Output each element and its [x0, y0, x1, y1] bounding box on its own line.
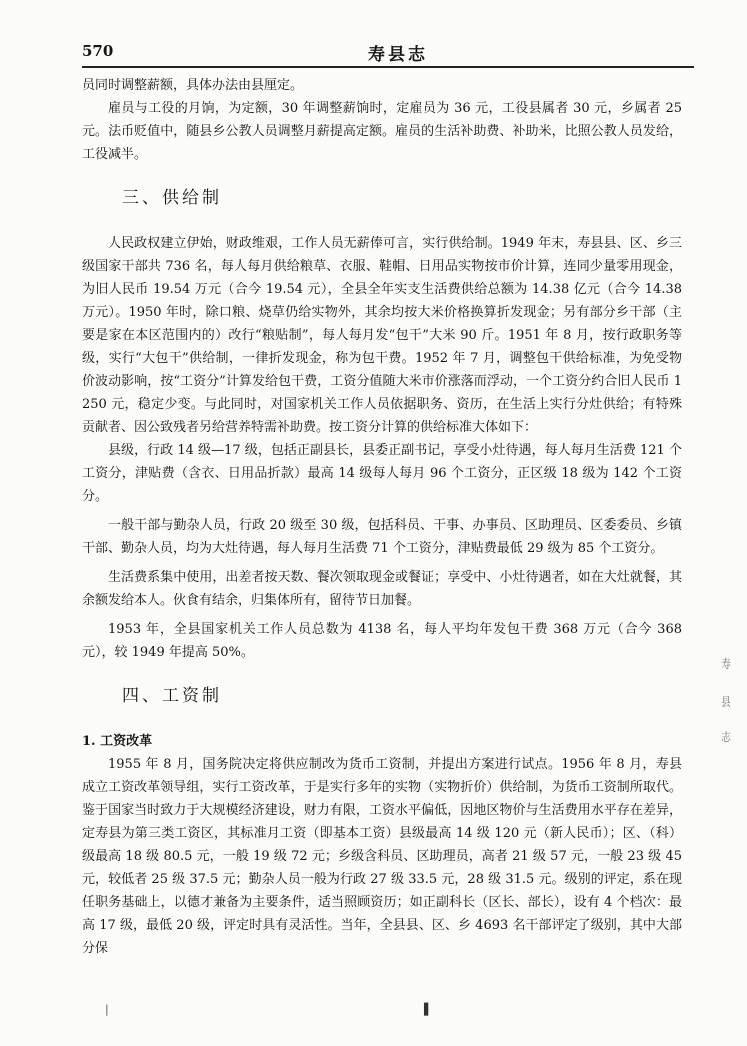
page-number: 570 [82, 42, 114, 60]
intro-paragraph-continued: 员同时调整薪额，具体办法由县厘定。 [82, 78, 304, 93]
margin-note: 寿 [721, 657, 731, 671]
page-body [82, 74, 682, 960]
page-header [82, 40, 692, 64]
header-rule [82, 66, 694, 68]
section4-paragraph: 1955 年 8 月，国务院决定将供应制改为货币工资制，并提出方案进行试点。1956 年 8 月，寿县成立工资改革领导组，实行工资改革，于是实行多年的实物（实物折价）供给制，为货币工资制所取代。鉴于国家当时致力于大规模经济建设，财力有限，工资水平偏低，因地区物价与生活费用水平存在差异，定寿县为第三类工资区，其标准月工资（即基本工资）县级最高 14 级 120 元（新人民币）；区、（科）级最高 18 级 80.5 元，一般 19 级 72 元；乡级含科员、区助理员，高者 21 级 57 元，一般 23 级 45 元，较低者 25 级 37.5 元；勤杂人员一般为行政 27 级 33.5 元，28 级 31.5 元。级别的评定，系在现任职务基础上，以德才兼备为主要条件，适当照顾资历；如正副科长（区长、部长），设有 4 个档次：最高 17 级，最低 20 级，评定时具有灵活性。当年，全县县、区、乡 4693 名干部评定了级别，其中大部分保 [82, 757, 682, 956]
margin-note: 志 [721, 730, 731, 744]
section-heading-supply-system: 三、供给制 [122, 188, 222, 208]
section3-paragraph: 生活费系集中使用，出差者按天数、餐次领取现金或餐证；享受中、小灶待遇者，如在大灶就餐，其余额发给本人。伙食有结余，归集体所有，留待节日加餐。 [82, 570, 682, 608]
subheading-wage-reform: 1. 工资改革 [82, 734, 153, 749]
section3-paragraph: 1953 年，全县国家机关工作人员总数为 4138 名，每人平均年发包干费 368 万元（合今 368 元），较 1949 年提高 50%。 [82, 622, 682, 660]
section3-paragraph: 一般干部与勤杂人员，行政 20 级至 30 级，包括科员、干事、办事员、区助理员、区委委员、乡镇干部、勤杂人员，均为大灶待遇，每人每月生活费 71 个工资分，津贴费最低 29 级为 85 个工资分。 [82, 518, 682, 556]
scan-artifact: | [105, 1003, 109, 1016]
margin-note: 县 [721, 695, 731, 709]
section3-paragraph: 县级，行政 14 级—17 级，包括正副县长，县委正副书记，享受小灶待遇，每人每月生活费 121 个工资分，津贴费（含衣、日用品折款）最高 14 级每人每月 96 个工资分，正区级 18 级为 142 个工资分。 [82, 443, 682, 504]
section3-paragraph: 人民政权建立伊始，财政维艰，工作人员无薪俸可言，实行供给制。1949 年末，寿县县、区、乡三级国家干部共 736 名，每人每月供给粮草、衣服、鞋帽、日用品实物按市价计算，连同少量零用现金，为旧人民币 19.54 万元（合今 19.54 元），全县全年实支生活费供给总额为 14.38 亿元（合今 14.38 万元）。1950 年时，除口粮、烧草仍给实物外，其余均按大米价格换算折发现金；另有部分乡干部（主要是家在本区范围内的）改行“粮贴制”，每人每月发“包干”大米 90 斤。1951 年 8 月，按行政职务等级，实行“大包干”供给制，一律折发现金，称为包干费。1952 年 7 月，调整包干供给标准，为免受物价波动影响，按“工资分”计算发给包干费，工资分值随大米市价涨落而浮动，一个工资分约合旧人民币 1250 元，稳定少变。与此同时，对国家机关工作人员依据职务、资历，在生活上实行分灶供给；有特殊贡献者、因公致残者另给营养特需补助费。按工资分计算的供给标准大体如下： [82, 236, 682, 435]
section-heading-wage-system: 四、工资制 [122, 686, 222, 706]
book-title: 寿县志 [368, 45, 428, 65]
scan-artifact: ▌ [424, 1003, 433, 1016]
intro-paragraph: 雇员与工役的月饷，为定额，30 年调整薪饷时，定雇员为 36 元，工役县属者 30 元，乡属者 25 元。法币贬值中，随县乡公教人员调整月薪提高定额。雇员的生活补助费、补助米，比照公教人员发给，工役减半。 [82, 101, 682, 162]
